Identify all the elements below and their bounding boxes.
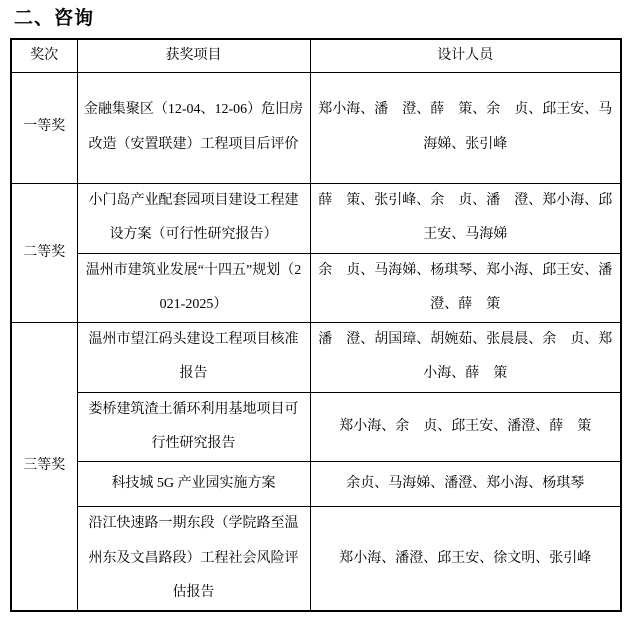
award-level-cell: 三等奖 [11,323,77,612]
table-row [11,323,621,393]
designers-cell: 余 贞、马海娣、杨琪琴、郑小海、邱王安、潘 澄、薛 策 [310,253,621,323]
table-row [11,462,621,507]
table-row [11,253,621,323]
header-designers: 设计人员 [310,39,621,72]
table-row [11,507,621,611]
table-header [11,39,621,72]
project-cell: 娄桥建筑渣土循环利用基地项目可行性研究报告 [77,392,310,462]
designers-cell: 郑小海、潘 澄、薛 策、余 贞、邱王安、马海娣、张引峰 [310,72,621,183]
table-row [11,183,621,253]
table-body [11,72,627,611]
award-level-cell: 一等奖 [11,72,77,183]
project-cell: 科技城 5G 产业园实施方案 [77,462,310,507]
award-table [10,38,627,612]
designers-cell: 郑小海、潘澄、邱王安、徐文明、张引峰 [310,507,621,611]
project-cell: 小门岛产业配套园项目建设工程建设方案（可行性研究报告） [77,183,310,253]
header-award-level: 奖次 [11,39,77,72]
designers-cell: 余贞、马海娣、潘澄、郑小海、杨琪琴 [310,462,621,507]
table-row [11,392,621,462]
project-cell: 沿江快速路一期东段（学院路至温州东及文昌路段）工程社会风险评估报告 [77,507,310,611]
table-row [11,72,621,183]
project-cell: 温州市建筑业发展“十四五”规划（2021-2025） [77,253,310,323]
project-cell: 温州市望江码头建设工程项目核准报告 [77,323,310,393]
designers-cell: 潘 澄、胡国璋、胡婉茹、张晨晨、余 贞、郑小海、薛 策 [310,323,621,393]
header-row [11,39,621,72]
designers-cell: 薛 策、张引峰、余 贞、潘 澄、郑小海、邱王安、马海娣 [310,183,621,253]
page-title: 二、咨询 [14,8,95,29]
designers-cell: 郑小海、余 贞、邱王安、潘澄、薛 策 [310,392,621,462]
project-cell: 金融集聚区（12-04、12-06）危旧房改造（安置联建）工程项目后评价 [77,72,310,183]
header-project: 获奖项目 [77,39,310,72]
award-level-cell: 二等奖 [11,183,77,323]
